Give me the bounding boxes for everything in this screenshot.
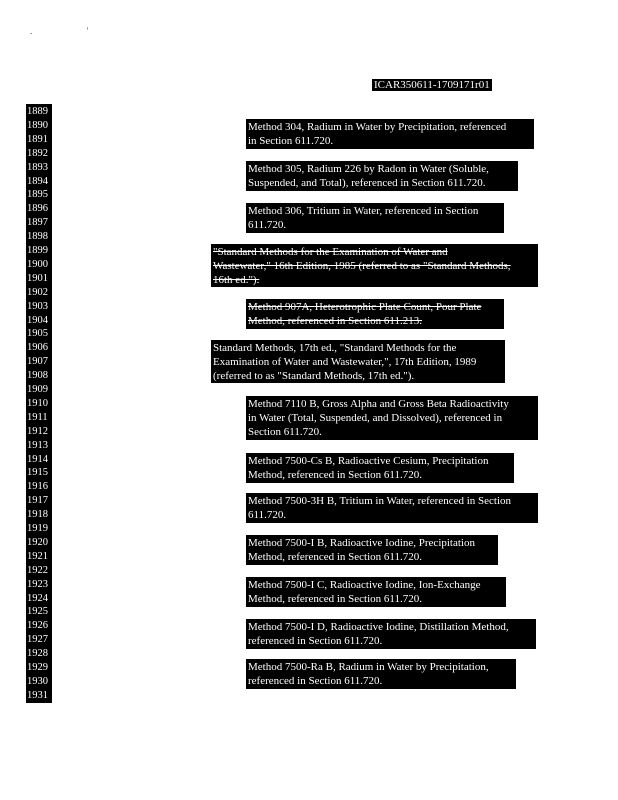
block-line: Method, referenced in Section 611.720. xyxy=(248,593,423,605)
line-number: 1928 xyxy=(27,648,48,660)
line-number: 1905 xyxy=(27,328,48,340)
line-number: 1889 xyxy=(27,106,48,117)
line-number: 1909 xyxy=(27,384,48,395)
line-number: 1892 xyxy=(27,147,48,159)
line-number: 1890 xyxy=(27,119,48,131)
line-number: 1904 xyxy=(27,314,48,326)
block-line: 611.720. xyxy=(248,509,287,521)
line-number: 1922 xyxy=(27,564,48,576)
scan-specks: . ' xyxy=(30,26,115,36)
line-number: 1898 xyxy=(27,231,48,243)
block-line: in Water (Total, Suspended, and Dissolved), referenced in xyxy=(248,412,503,424)
method-7110b-block xyxy=(246,396,538,440)
line-number: 1903 xyxy=(27,300,48,312)
block-line: Method, referenced in Section 611.720. xyxy=(248,469,423,481)
line-number: 1913 xyxy=(27,439,48,451)
standard-methods-16th-block xyxy=(211,244,538,287)
block-line: 16th ed."). xyxy=(213,274,260,286)
block-line: Examination of Water and Wastewater,", 17th Edition, 1989 xyxy=(213,356,477,368)
method-7500-i-d-block xyxy=(246,619,536,649)
block-line: "Standard Methods for the Examination of Water and xyxy=(213,246,448,258)
line-number: 1911 xyxy=(27,411,48,423)
line-number: 1914 xyxy=(27,453,48,465)
line-number: 1897 xyxy=(27,217,48,229)
block-line: Method, referenced in Section 611.720. xyxy=(248,551,423,563)
line-number: 1910 xyxy=(27,397,48,409)
method-7500-i-b-block xyxy=(246,535,498,565)
line-number: 1918 xyxy=(27,509,48,521)
block-line: 611.720. xyxy=(248,219,287,231)
block-line: Method 7500-Ra B, Radium in Water by Precipitation, xyxy=(248,661,489,673)
block-line: Method 7500-I D, Radioactive Iodine, Distillation Method, xyxy=(248,621,509,633)
block-line: Suspended, and Total), referenced in Section 611.720. xyxy=(248,177,486,189)
line-number: 1899 xyxy=(27,245,48,256)
block-line: Method, referenced in Section 611.213. xyxy=(248,315,423,327)
line-number: 1893 xyxy=(27,161,48,173)
block-line: (referred to as "Standard Methods, 17th ed."). xyxy=(213,370,415,382)
line-number: 1920 xyxy=(27,536,48,548)
block-line: Section 611.720. xyxy=(248,426,322,438)
block-line: Wastewater," 16th Edition, 1985 (referred to as "Standard Methods, xyxy=(213,260,511,272)
line-number: 1927 xyxy=(27,634,48,646)
method-304-block xyxy=(246,119,534,149)
block-line: Method 304, Radium in Water by Precipitation, referenced xyxy=(248,121,507,133)
line-number: 1894 xyxy=(27,175,48,187)
line-number: 1926 xyxy=(27,620,48,632)
line-number: 1923 xyxy=(27,578,48,590)
line-number: 1915 xyxy=(27,467,48,479)
line-number: 1916 xyxy=(27,481,48,493)
method-907a-block xyxy=(246,299,504,329)
line-number: 1925 xyxy=(27,606,48,618)
line-number: 1895 xyxy=(27,189,48,201)
line-number: 1908 xyxy=(27,370,48,382)
block-line: Method 7500-Cs B, Radioactive Cesium, Precipitation xyxy=(248,455,489,467)
method-7500-ra-b-block xyxy=(246,659,516,689)
block-line: Method 7500-3H B, Tritium in Water, referenced in Section xyxy=(248,495,512,507)
line-number: 1900 xyxy=(27,258,48,270)
block-line: Method 907A, Heterotrophic Plate Count, Pour Plate xyxy=(248,301,482,313)
line-number: 1924 xyxy=(27,592,48,604)
line-number: 1929 xyxy=(27,662,48,673)
method-7500-3h-b-block xyxy=(246,493,538,523)
method-306-block xyxy=(246,203,504,233)
method-7500-cs-b-block xyxy=(246,453,514,483)
line-number: 1921 xyxy=(27,550,48,562)
standard-methods-17th-block xyxy=(211,340,505,383)
block-line: in Section 611.720. xyxy=(248,135,334,147)
line-number: 1912 xyxy=(27,425,48,437)
block-line: referenced in Section 611.720. xyxy=(248,635,383,647)
block-line: Method 7500-I B, Radioactive Iodine, Precipitation xyxy=(248,537,475,549)
block-line: referenced in Section 611.720. xyxy=(248,675,383,687)
line-number: 1891 xyxy=(27,133,48,145)
document-id-header: ICAR350611-1709171r01 xyxy=(374,79,490,91)
line-number: 1930 xyxy=(27,675,48,687)
line-number: 1917 xyxy=(27,495,48,507)
method-7500-i-c-block xyxy=(246,577,506,607)
block-line: Method 7500-I C, Radioactive Iodine, Ion-Exchange xyxy=(248,579,481,591)
line-number: 1919 xyxy=(27,523,48,534)
block-line: Method 7110 B, Gross Alpha and Gross Beta Radioactivity xyxy=(248,398,509,410)
line-number: 1906 xyxy=(27,342,48,354)
line-number: 1907 xyxy=(27,356,48,368)
block-line: Standard Methods, 17th ed., "Standard Methods for the xyxy=(213,342,457,354)
line-number: 1901 xyxy=(27,272,48,284)
block-line: Method 305, Radium 226 by Radon in Water (Soluble, xyxy=(248,163,489,175)
line-number: 1931 xyxy=(27,689,48,701)
line-number: 1902 xyxy=(27,286,48,298)
block-line: Method 306, Tritium in Water, referenced in Section xyxy=(248,205,479,217)
line-number: 1896 xyxy=(27,203,48,215)
method-305-block xyxy=(246,161,518,191)
